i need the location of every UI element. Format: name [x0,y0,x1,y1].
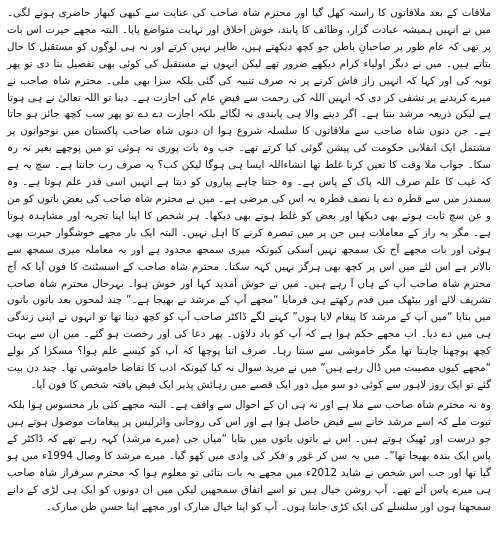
text-line: رہ سکا۔ جواب ملا وقت کا تعین کرنا غلط تھا انشاءاللہ ایسا ہی ہوگا لیکن کب؟ یہ صرف رب جانتا ہے۔ سچ یہ ہے کہ غیب کا علم صرف اللہ پاک [7,142,491,189]
text-line: مرضی ہے۔ میں نے محترم شاہ صاحب کی بعض باتوں کو من و عن سچ ثابت ہوتے بھی دیکھا اور بعض کو غلط ہوتے بھی دیکھا۔ ہر شخص کا اپنا [7,192,491,222]
text-line: وہ نہ محترم شاہ صاحب سے ملا ہے اور نہ ہی ان کے احوال سے واقف ہے۔ البتہ مجھے کئی بار محسوس ہوا بلکہ ثبوت ملے کہ اسے مرشد خانے [7,399,491,429]
text-line: ہی میں دے دیا۔ اب مجھے حکم ہوا ہے کہ آپ کو یاد دلاؤں۔ پھر دعا کی اور رخصت ہو گئے۔ میں ان سے بہت کچھ پوچھنا چاہتا تھا مگر خاموشی [7,328,491,358]
text-line: تشفی کر دی کہ انہیں اللہ کی رحمت سے فیضِ عام کی اجازت ہے۔ دینا تو اللہ تعالیٰ نے ہی ہوتا ہے لیکن ذریعہ مرشد بنتا ہے۔ اگر دینے والا [7,91,491,121]
paragraph [7,397,491,515]
text-line: دو سو میل دور ایک قصبے میں رہائش پذیر ایک فیض یافتہ شخص کا فون آیا۔ [30,378,359,391]
text-line: کہا اور خوش ہوا۔ بہرحال محترم شاہ صاحب تشریف لائے اور بیٹھک میں قدم رکھتے ہی فرمایا “مجھے آپ کے مرشد نے بھیجا [7,277,491,307]
text-line: سرفراز شاہ صاحب ہی میرے پاس آئے تھے۔ آپ روشن خیال ہیں تو اسے اتفاق سمجھیں لیکن میں ان دونوں [7,467,491,496]
text-line: ہی پابندی نہ لگائے بلکہ اجازت دے دے تو پھر سب کچھ جائز ہو جاتا ہے۔ جن دنوں شاہ صاحب سے ملاقاتوں کا سلسلہ شروع ہوا ان دنوں شاہ [7,108,492,138]
text-line: سے سنتا رہا۔ صرف اتنا پوچھا کہ آپ کو کیسے علم ہوا؟ مسکرا کر بولے “مجھے کیوں مصیبت میں ڈال رہے ہیں” [7,345,491,375]
text-line: ملاقات کے بعد ملاقاتوں کا راستہ کھل گیا اور محترم شاہ صاحب کی عنایت سے کبھی کبھار حاضری ہونے لگی۔ میں نے انہیں ہمیشہ عبادت [7,7,491,36]
text-line: صاحب پاکستان میں نوجوانوں پر مشتمل ایک انقلابی حکومت کی پیشن گوئی کیا کرتے تھے۔ جب وہ بات پوری نہ ہوئی تو میں پوچھے بغیر نہ [7,125,491,155]
text-line: گیا۔ میرے مرشد کا وصال 1994ء میں ہو گیا تھا اور جب اس شخص نے شاید 2012ء میں مجھے یہ بات بتائی تو معلوم ہوا کہ محترم [7,450,491,480]
text-line: کو ایک ہی لڑی کے دانے سمجھتا ہوں اور سلسلے کی ایک کڑی جانتا ہوں۔ آپ کو اپنا خیال مبارک اور مجھے اپنا حسنِ ظن مبارک۔ [7,483,491,513]
text-line: تفصیل بتا دی تو پھر توبہ کی اور کہا کہ انہیں راز فاش کرنے پر نہ صرف تنبیہ کی گئی بلکہ سزا بھی ملی۔ محترم شاہ صاحب نے میرے کریدنے پر [7,57,491,104]
text-line: میں بتایا “میاں جی (میرے مرشد) کہہ رہے تھے کہ ڈاکٹر کے پاس ایک بندہ بھیجا تھا”۔ میں یہ سن کر غور و فکر کی وادی میں کھو [7,433,492,463]
paragraph [7,5,491,394]
text-line: ہرگز نہیں کہہ سکتا۔ محترم شاہ صاحب کے اسسٹنٹ کا فون آیا کہ آج محترم شاہ صاحب آپ کے ہاں آ رہے ہیں۔ میں نے خوش آمدید [7,260,491,290]
text-line: سے فیض حاصل ہوا ہے اور اس کی روحانی وائرلیس پر پیغامات موصول ہوتے ہیں جو درست اور ٹھیک ہوتے ہیں۔ اس نے باتوں باتوں [7,416,491,446]
text-line: میں نے مزید سوال نہ کیا کیونکہ ادب کا تقاضا خاموشی تھا۔ چند دن بیت گئے تو ایک روز لاہور سے کوئی [7,362,491,391]
text-line: ہے۔” چند لمحوں بعد باتوں باتوں میں بتایا “میں آپ کے مرشد کا پیغام لایا ہوں” کہنے لگے ڈاکٹر صاحب آپ کو کچھ دینا تھا تو انہوں نے اپنی زندگی [7,294,491,324]
text-line: گزار، وظائف کا پابند، خوش اخلاق اور نہایت متواضع پایا۔ البتہ مجھے حیرت اس بات پر تھی کہ عام طور پر صاحبانِ باطن جو کچھ دیکھتے ہیں، [7,23,491,53]
text-line: اپنا تجربہ اور مشاہدہ ہوتا ہے۔ مگر یہ راز کے معاملات ہیں جن پر میں تبصرہ کرنے کا اہل نہیں۔ البتہ ایک بار مجھے خوشگوار حیرت بھی ہوئی اور [7,209,492,256]
text-line: ظاہر نہیں کرتے اور نہ ہی لوگوں کو مستقبل کا حال بتاتے ہیں۔ میں نے دیگر اولیاء کرام دیکھے ضرور تھے لیکن انہوں نے مستقبل کی کوئی بھی [7,40,491,70]
text-line: بات مجھے آج تک سمجھ نہیں آسکی کیونکہ میری سمجھ محدود ہے اور یہ معاملہ میری سمجھ سے بالاتر ہے اس لئے میں اس پر کچھ بھی [7,243,491,273]
text-line: کے پاس ہے۔ وہ جتنا چاہے پیاروں کو دیتا ہے انہیں اسی قدر علم ہوتا ہے۔ وہ سمندر میں سے قطرہ دے یا نصف قطرہ یہ اس کی [7,176,491,205]
